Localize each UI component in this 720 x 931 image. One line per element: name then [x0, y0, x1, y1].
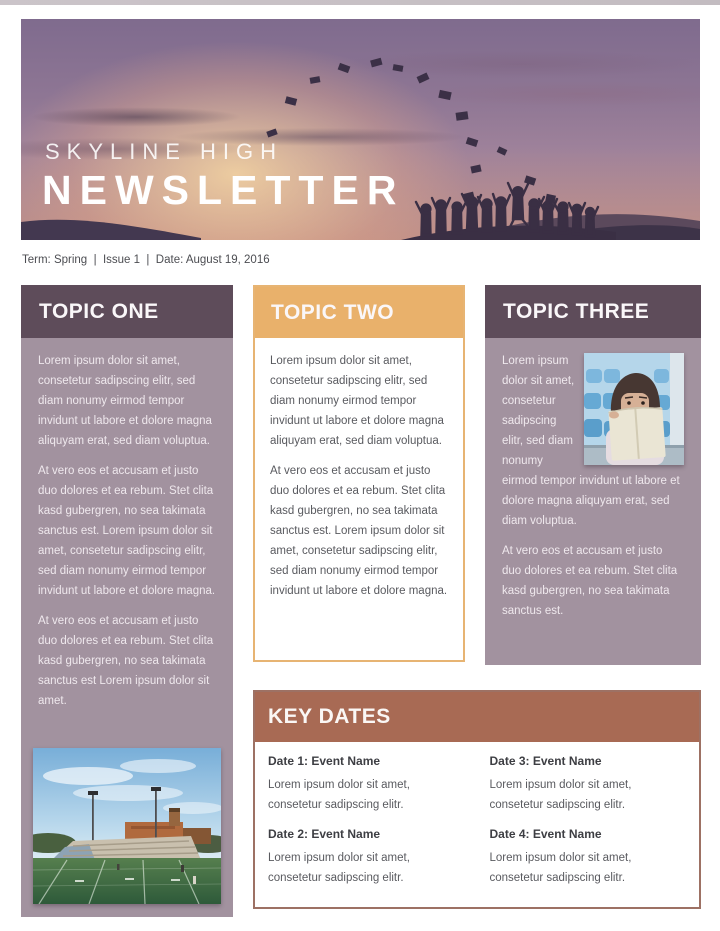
topic-two-column [253, 285, 465, 662]
topic-two-title: TOPIC TWO [255, 287, 463, 338]
key-dates-title: KEY DATES [255, 692, 699, 742]
event-description: Lorem ipsum dolor sit amet, consetetur sadipscing elitr. [268, 779, 410, 811]
topic-one-paragraph: At vero eos et accusam et justo duo dolores et ea rebum. Stet clita kasd gubergren, no sea takimata sanctus est Lorem ipsum dolor sit amet. [38, 615, 214, 707]
event-description: Lorem ipsum dolor sit amet, consetetur sadipscing elitr. [268, 852, 410, 884]
hero-image [21, 19, 700, 240]
topic-three-column [485, 285, 701, 665]
topic-one-paragraph: Lorem ipsum dolor sit amet, consetetur sadipscing elitr, sed diam nonumy eirmod tempor invidunt ut labore et dolore magna aliquyam erat, sed diam voluptua. [38, 355, 212, 447]
event-heading: Date 3: Event Name [489, 754, 602, 768]
topic-two-paragraph: At vero eos et accusam et justo duo dolores et ea rebum. Stet clita kasd gubergren, no sea takimata sanctus est. Lorem ipsum dolor sit amet, consetetur sadipscing elitr, sed diam nonumy eirmod tempor invidunt ut labore et dolore magna. [270, 465, 448, 597]
event-description: Lorem ipsum dolor sit amet, consetetur sadipscing elitr. [489, 779, 632, 811]
topic-two-body [255, 338, 463, 601]
event-heading: Date 2: Event Name [268, 827, 381, 841]
topic-one-column [21, 285, 233, 917]
hero-newsletter-title: NEWSLETTER [42, 167, 405, 213]
event-heading: Date 1: Event Name [268, 754, 381, 768]
key-dates-section [253, 690, 701, 909]
topic-one-paragraph: At vero eos et accusam et justo duo dolores et ea rebum. Stet clita kasd gubergren, no sea takimata sanctus est. Lorem ipsum dolor sit amet, consetetur sadipscing elitr, sed diam nonumy eirmod tempor invidunt ut labore et dolore magna. [38, 465, 216, 597]
key-dates-left-column [268, 754, 464, 900]
topic-one-title: TOPIC ONE [21, 285, 233, 338]
event-heading: Date 4: Event Name [489, 827, 602, 841]
window-edge-strip [0, 0, 720, 5]
topic-one-body [21, 338, 233, 711]
thrown-caps [266, 58, 507, 174]
topic-three-paragraph: At vero eos et accusam et justo duo dolores et ea rebum. Stet clita kasd gubergren, no sea takimata sanctus est. [502, 545, 678, 617]
key-dates-right-column [490, 754, 686, 900]
student-book-photo [584, 353, 684, 465]
topic-three-paragraph: Lorem ipsum dolor sit amet, consetetur sadipscing elitr, sed diam nonumy eirmod tempor invidunt ut labore et dolore magna aliquyam erat, sed diam voluptua. [502, 355, 680, 527]
football-field-photo [33, 748, 221, 904]
topic-three-title: TOPIC THREE [485, 285, 701, 338]
topic-two-paragraph: Lorem ipsum dolor sit amet, consetetur sadipscing elitr, sed diam nonumy eirmod tempor invidunt ut labore et dolore magna aliquyam erat, sed diam voluptua. [270, 355, 444, 447]
key-dates-body [255, 742, 699, 900]
issue-meta-line: Term: Spring | Issue 1 | Date: August 19, 2016 [22, 254, 270, 266]
topic-three-body [485, 338, 701, 621]
hero-school-name: SKYLINE HIGH [45, 139, 284, 164]
event-description: Lorem ipsum dolor sit amet, consetetur sadipscing elitr. [489, 852, 632, 884]
